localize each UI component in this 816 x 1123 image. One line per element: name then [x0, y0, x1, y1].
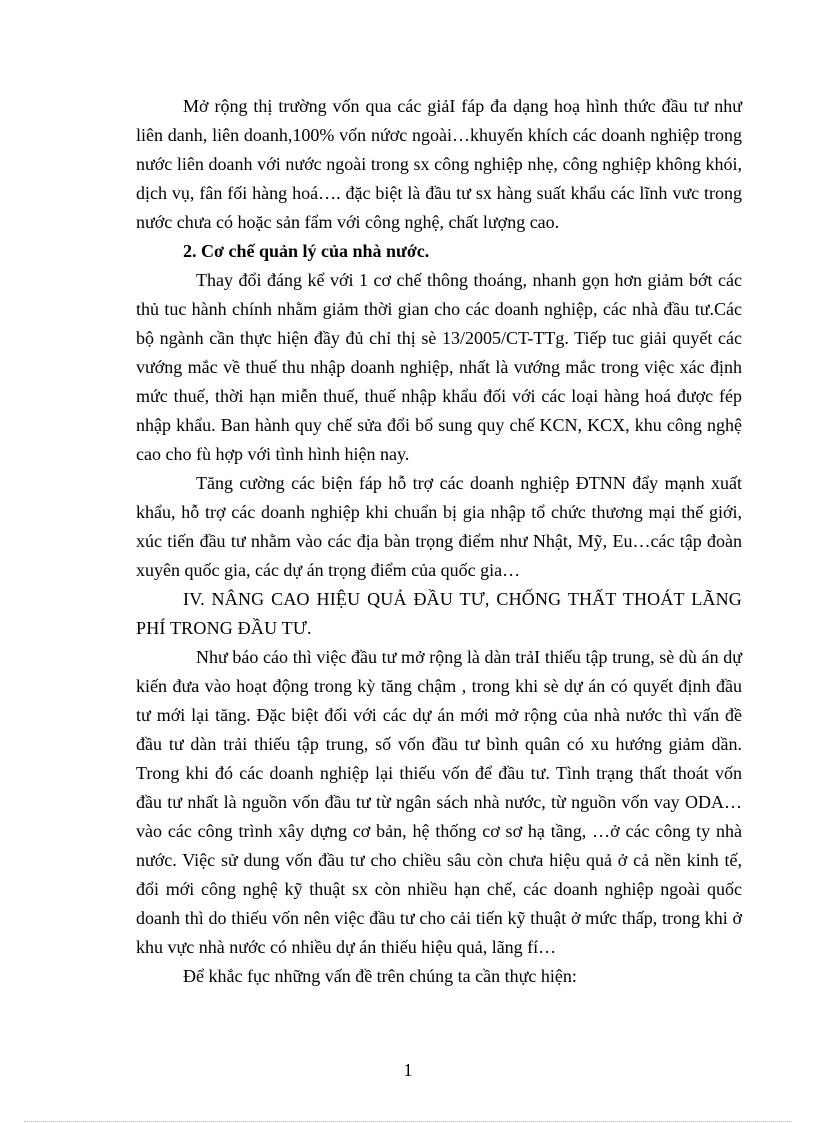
page-content	[136, 92, 742, 991]
paragraph-mechanism-change: Thay đổi đáng kể với 1 cơ chế thông thoáng, nhanh gọn hơn giảm bớt các thủ tuc hành chính nhằm giảm thời gian cho các doanh nghiệp, các nhà đầu tư.Các bộ ngành cần thực hiện đầy đủ chỉ thị sè 13/2005/CT-TTg. Tiếp tuc giải quyết các vướng mắc về thuế thu nhập doanh nghiệp, nhất là vướng mắc trong việc xác định mức thuế, thời hạn miễn thuế, thuế nhập khẩu đối với các loại hàng hoá được fép nhập khẩu. Ban hành quy chế sửa đổi bổ sung quy chế KCN, KCX, khu công nghệ cao cho fù hợp với tình hình hiện nay.	[136, 270, 742, 464]
page-number: 1	[403, 1060, 413, 1080]
section-title-iv: IV. NÂNG CAO HIỆU QUẢ ĐẦU TƯ, CHỐNG THẤT THOÁT LÃNG PHÍ TRONG ĐẦU TƯ.	[136, 589, 742, 638]
paragraph-support-measures: Tăng cường các biện fáp hỗ trợ các doanh nghiệp ĐTNN đẩy mạnh xuất khẩu, hỗ trợ các doanh nghiệp khi chuẩn bị gia nhập tổ chức thương mại thế giới, xúc tiến đầu tư nhằm vào các địa bàn trọng điểm như Nhật, Mỹ, Eu…các tập đoàn xuyên quốc gia, các dự án trọng điểm của quốc gia…	[136, 473, 742, 580]
paragraph-investment-efficiency: Như báo cáo thì việc đầu tư mở rộng là dàn trảI thiếu tập trung, sè dù án dự kiến đưa vào hoạt động trong kỳ tăng chậm , trong khi sè dự án có quyết định đầu tư mới lại tăng. Đặc biệt đối với các dự án mới mở rộng của nhà nước thì vấn đề đầu tư dàn trải thiếu tập trung, số vốn đầu tư bình quân có xu hướng giảm dần. Trong khi đó các doanh nghiệp lại thiếu vốn để đầu tư. Tình trạng thất thoát vốn đầu tư nhất là nguồn vốn đầu tư từ ngân sách nhà nước, từ nguồn vốn vay ODA…vào các công trình xây dựng cơ bản, hệ thống cơ sơ hạ tầng, …ở các công ty nhà nước. Việc sử dung vốn đầu tư cho chiều sâu còn chưa hiệu quả ở cả nền kinh tế, đổi mới công nghệ kỹ thuật sx còn nhiều hạn chế, các doanh nghiệp ngoài quốc doanh thì do thiếu vốn nên việc đầu tư cho cải tiến kỹ thuật ở mức thấp, trong khi ở khu vực nhà nước có nhiều dự án thiếu hiệu quả, lãng fí…	[136, 647, 742, 957]
paragraph-market-expansion: Mở rộng thị trường vốn qua các giảI fáp đa dạng hoạ hình thức đầu tư như liên danh, liên doanh,100% vốn nứơc ngoài…khuyến khích các doanh nghiệp trong nước liên doanh với nước ngoài trong sx công nghiệp nhẹ, công nghiệp không khói, dịch vụ, fân fối hàng hoá…. đặc biệt là đầu tư sx hàng suất khẩu các lĩnh vưc trong nước chưa có hoặc sản fẩm với công nghệ, chất lượng cao.	[136, 96, 742, 232]
page-break-divider	[24, 1121, 792, 1122]
paragraph-conclusion: Để khắc fục những vấn đề trên chúng ta cần thực hiện:	[183, 966, 577, 986]
heading-state-management: 2. Cơ chế quản lý của nhà nước.	[183, 241, 430, 261]
